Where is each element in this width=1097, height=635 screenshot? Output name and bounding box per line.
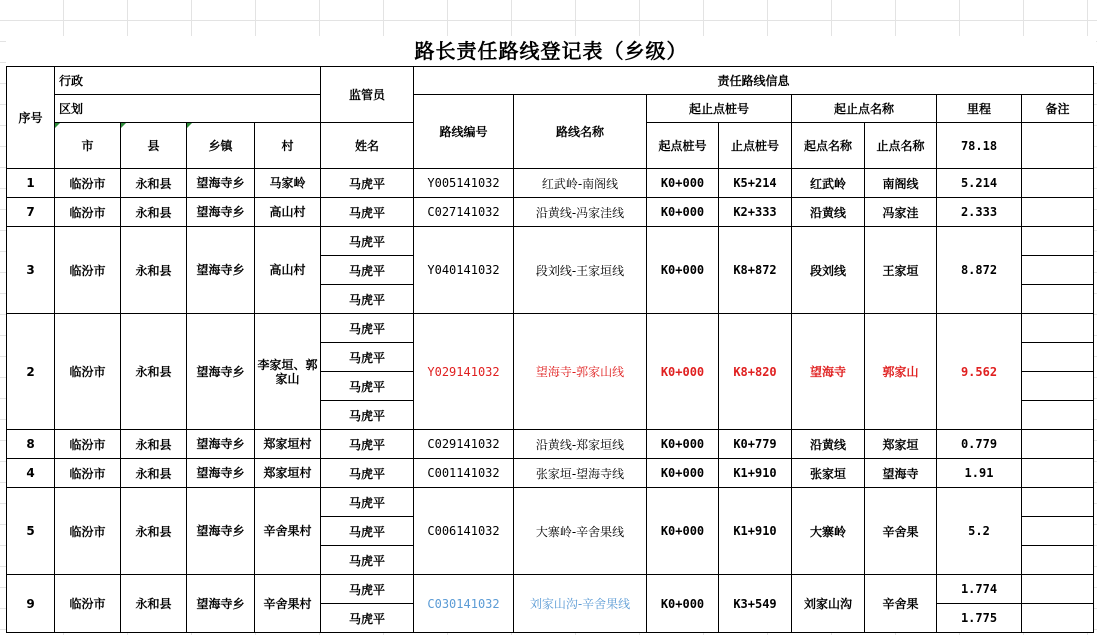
row-start-stake: K0+000 — [647, 430, 719, 459]
row-end-name: 辛舍果 — [865, 575, 937, 633]
header-village: 村 — [255, 123, 321, 169]
row-remark — [1022, 343, 1094, 372]
row-city: 临汾市 — [55, 575, 121, 633]
row-supervisor-name: 马虎平 — [321, 575, 414, 604]
row-end-name: 郑家垣 — [865, 430, 937, 459]
row-county: 永和县 — [121, 169, 187, 198]
row-mileage: 9.562 — [937, 314, 1022, 430]
registry-table — [6, 66, 1094, 633]
row-county: 永和县 — [121, 459, 187, 488]
row-seq: 3 — [7, 227, 55, 314]
row-village: 高山村 — [255, 227, 321, 314]
row-end-stake: K8+872 — [719, 227, 792, 314]
row-route-name: 沿黄线-郑家垣线 — [514, 430, 647, 459]
row-route-name: 大寨岭-辛舍果线 — [514, 488, 647, 575]
row-end-stake: K8+820 — [719, 314, 792, 430]
row-supervisor-name: 马虎平 — [321, 227, 414, 256]
row-remark — [1022, 285, 1094, 314]
row-village: 李家垣、郭家山 — [255, 314, 321, 430]
table-row — [7, 198, 1094, 227]
row-supervisor-name: 马虎平 — [321, 401, 414, 430]
row-route-code: Y005141032 — [414, 169, 514, 198]
row-supervisor-name: 马虎平 — [321, 169, 414, 198]
row-town: 望海寺乡 — [187, 575, 255, 633]
row-town: 望海寺乡 — [187, 227, 255, 314]
row-remark — [1022, 430, 1094, 459]
row-city: 临汾市 — [55, 227, 121, 314]
row-start-name: 沿黄线 — [792, 430, 865, 459]
row-remark — [1022, 546, 1094, 575]
row-county: 永和县 — [121, 430, 187, 459]
row-village: 高山村 — [255, 198, 321, 227]
row-seq: 2 — [7, 314, 55, 430]
row-remark — [1022, 488, 1094, 517]
row-city: 临汾市 — [55, 488, 121, 575]
row-seq: 8 — [7, 430, 55, 459]
row-village: 郑家垣村 — [255, 430, 321, 459]
row-route-code: C027141032 — [414, 198, 514, 227]
row-village: 郑家垣村 — [255, 459, 321, 488]
row-remark — [1022, 227, 1094, 256]
row-remark — [1022, 604, 1094, 633]
header-town: 乡镇 — [187, 123, 255, 169]
row-start-name: 红武岭 — [792, 169, 865, 198]
table-row — [7, 169, 1094, 198]
row-town: 望海寺乡 — [187, 459, 255, 488]
header-supervisor: 监管员 — [321, 67, 414, 123]
table-row — [7, 227, 1094, 256]
row-start-stake: K0+000 — [647, 488, 719, 575]
row-start-stake: K0+000 — [647, 198, 719, 227]
row-supervisor-name: 马虎平 — [321, 256, 414, 285]
row-route-code: C030141032 — [414, 575, 514, 633]
row-route-name: 张家垣-望海寺线 — [514, 459, 647, 488]
row-seq: 5 — [7, 488, 55, 575]
row-mileage: 5.2 — [937, 488, 1022, 575]
header-admin-2: 区划 — [55, 95, 321, 123]
row-start-stake: K0+000 — [647, 227, 719, 314]
header-remark: 备注 — [1022, 95, 1094, 123]
header-mileage: 里程 — [937, 95, 1022, 123]
row-start-name: 望海寺 — [792, 314, 865, 430]
row-start-stake: K0+000 — [647, 459, 719, 488]
row-mileage: 8.872 — [937, 227, 1022, 314]
row-village: 辛舍果村 — [255, 575, 321, 633]
row-supervisor-name: 马虎平 — [321, 372, 414, 401]
row-route-code: C001141032 — [414, 459, 514, 488]
row-town: 望海寺乡 — [187, 314, 255, 430]
row-supervisor-name: 马虎平 — [321, 604, 414, 633]
row-village: 辛舍果村 — [255, 488, 321, 575]
row-remark — [1022, 517, 1094, 546]
row-remark — [1022, 401, 1094, 430]
row-village: 马家岭 — [255, 169, 321, 198]
row-town: 望海寺乡 — [187, 198, 255, 227]
row-remark — [1022, 198, 1094, 227]
row-mileage: 0.779 — [937, 430, 1022, 459]
header-remark-blank — [1022, 123, 1094, 169]
row-route-name: 沿黄线-冯家洼线 — [514, 198, 647, 227]
row-supervisor-name: 马虎平 — [321, 459, 414, 488]
row-city: 临汾市 — [55, 459, 121, 488]
table-row — [7, 459, 1094, 488]
row-supervisor-name: 马虎平 — [321, 517, 414, 546]
table-row — [7, 575, 1094, 604]
row-remark — [1022, 459, 1094, 488]
row-supervisor-name: 马虎平 — [321, 198, 414, 227]
row-town: 望海寺乡 — [187, 169, 255, 198]
row-seq: 9 — [7, 575, 55, 633]
row-town: 望海寺乡 — [187, 430, 255, 459]
row-town: 望海寺乡 — [187, 488, 255, 575]
row-end-name: 郭家山 — [865, 314, 937, 430]
table-row — [7, 430, 1094, 459]
header-end-stake: 止点桩号 — [719, 123, 792, 169]
row-end-name: 望海寺 — [865, 459, 937, 488]
header-mileage-total: 78.18 — [937, 123, 1022, 169]
row-end-stake: K2+333 — [719, 198, 792, 227]
row-end-name: 冯家洼 — [865, 198, 937, 227]
row-end-stake: K1+910 — [719, 488, 792, 575]
row-end-stake: K3+549 — [719, 575, 792, 633]
row-start-name: 沿黄线 — [792, 198, 865, 227]
row-end-name: 南阁线 — [865, 169, 937, 198]
header-start-name: 起点名称 — [792, 123, 865, 169]
row-route-code: Y040141032 — [414, 227, 514, 314]
row-start-name: 大寨岭 — [792, 488, 865, 575]
row-route-name: 刘家山沟-辛舍果线 — [514, 575, 647, 633]
row-remark — [1022, 314, 1094, 343]
header-end-name: 止点名称 — [865, 123, 937, 169]
row-supervisor-name: 马虎平 — [321, 430, 414, 459]
row-route-code: Y029141032 — [414, 314, 514, 430]
header-admin-1: 行政 — [55, 67, 321, 95]
row-county: 永和县 — [121, 314, 187, 430]
row-mileage: 2.333 — [937, 198, 1022, 227]
row-city: 临汾市 — [55, 430, 121, 459]
row-city: 临汾市 — [55, 198, 121, 227]
page-title: 路长责任路线登记表（乡级） — [6, 36, 1096, 66]
row-start-stake: K0+000 — [647, 575, 719, 633]
table-row — [7, 488, 1094, 517]
row-start-stake: K0+000 — [647, 169, 719, 198]
row-remark — [1022, 169, 1094, 198]
row-route-name: 望海寺-郭家山线 — [514, 314, 647, 430]
row-start-stake: K0+000 — [647, 314, 719, 430]
row-route-code: C006141032 — [414, 488, 514, 575]
header-county: 县 — [121, 123, 187, 169]
row-remark — [1022, 256, 1094, 285]
row-end-name: 辛舍果 — [865, 488, 937, 575]
row-county: 永和县 — [121, 575, 187, 633]
row-seq: 7 — [7, 198, 55, 227]
row-supervisor-name: 马虎平 — [321, 343, 414, 372]
header-stake: 起止点桩号 — [647, 95, 792, 123]
row-county: 永和县 — [121, 488, 187, 575]
header-point-name: 起止点名称 — [792, 95, 937, 123]
row-mileage: 5.214 — [937, 169, 1022, 198]
row-supervisor-name: 马虎平 — [321, 285, 414, 314]
row-mileage: 1.775 — [937, 604, 1022, 633]
table-row — [7, 314, 1094, 343]
row-supervisor-name: 马虎平 — [321, 488, 414, 517]
header-start-stake: 起点桩号 — [647, 123, 719, 169]
row-mileage: 1.91 — [937, 459, 1022, 488]
row-route-name: 段刘线-王家垣线 — [514, 227, 647, 314]
row-end-stake: K5+214 — [719, 169, 792, 198]
row-remark — [1022, 372, 1094, 401]
header-name: 姓名 — [321, 123, 414, 169]
row-route-name: 红武岭-南阁线 — [514, 169, 647, 198]
row-start-name: 刘家山沟 — [792, 575, 865, 633]
header-route-code: 路线编号 — [414, 95, 514, 169]
row-county: 永和县 — [121, 227, 187, 314]
row-mileage: 1.774 — [937, 575, 1022, 604]
row-end-name: 王家垣 — [865, 227, 937, 314]
row-remark — [1022, 575, 1094, 604]
header-route-info: 责任路线信息 — [414, 67, 1094, 95]
row-seq: 1 — [7, 169, 55, 198]
row-supervisor-name: 马虎平 — [321, 546, 414, 575]
row-supervisor-name: 马虎平 — [321, 314, 414, 343]
row-end-stake: K0+779 — [719, 430, 792, 459]
row-city: 临汾市 — [55, 169, 121, 198]
header-route-name: 路线名称 — [514, 95, 647, 169]
header-seq: 序号 — [7, 67, 55, 169]
row-city: 临汾市 — [55, 314, 121, 430]
row-start-name: 段刘线 — [792, 227, 865, 314]
row-end-stake: K1+910 — [719, 459, 792, 488]
row-county: 永和县 — [121, 198, 187, 227]
row-seq: 4 — [7, 459, 55, 488]
header-city: 市 — [55, 123, 121, 169]
row-start-name: 张家垣 — [792, 459, 865, 488]
row-route-code: C029141032 — [414, 430, 514, 459]
